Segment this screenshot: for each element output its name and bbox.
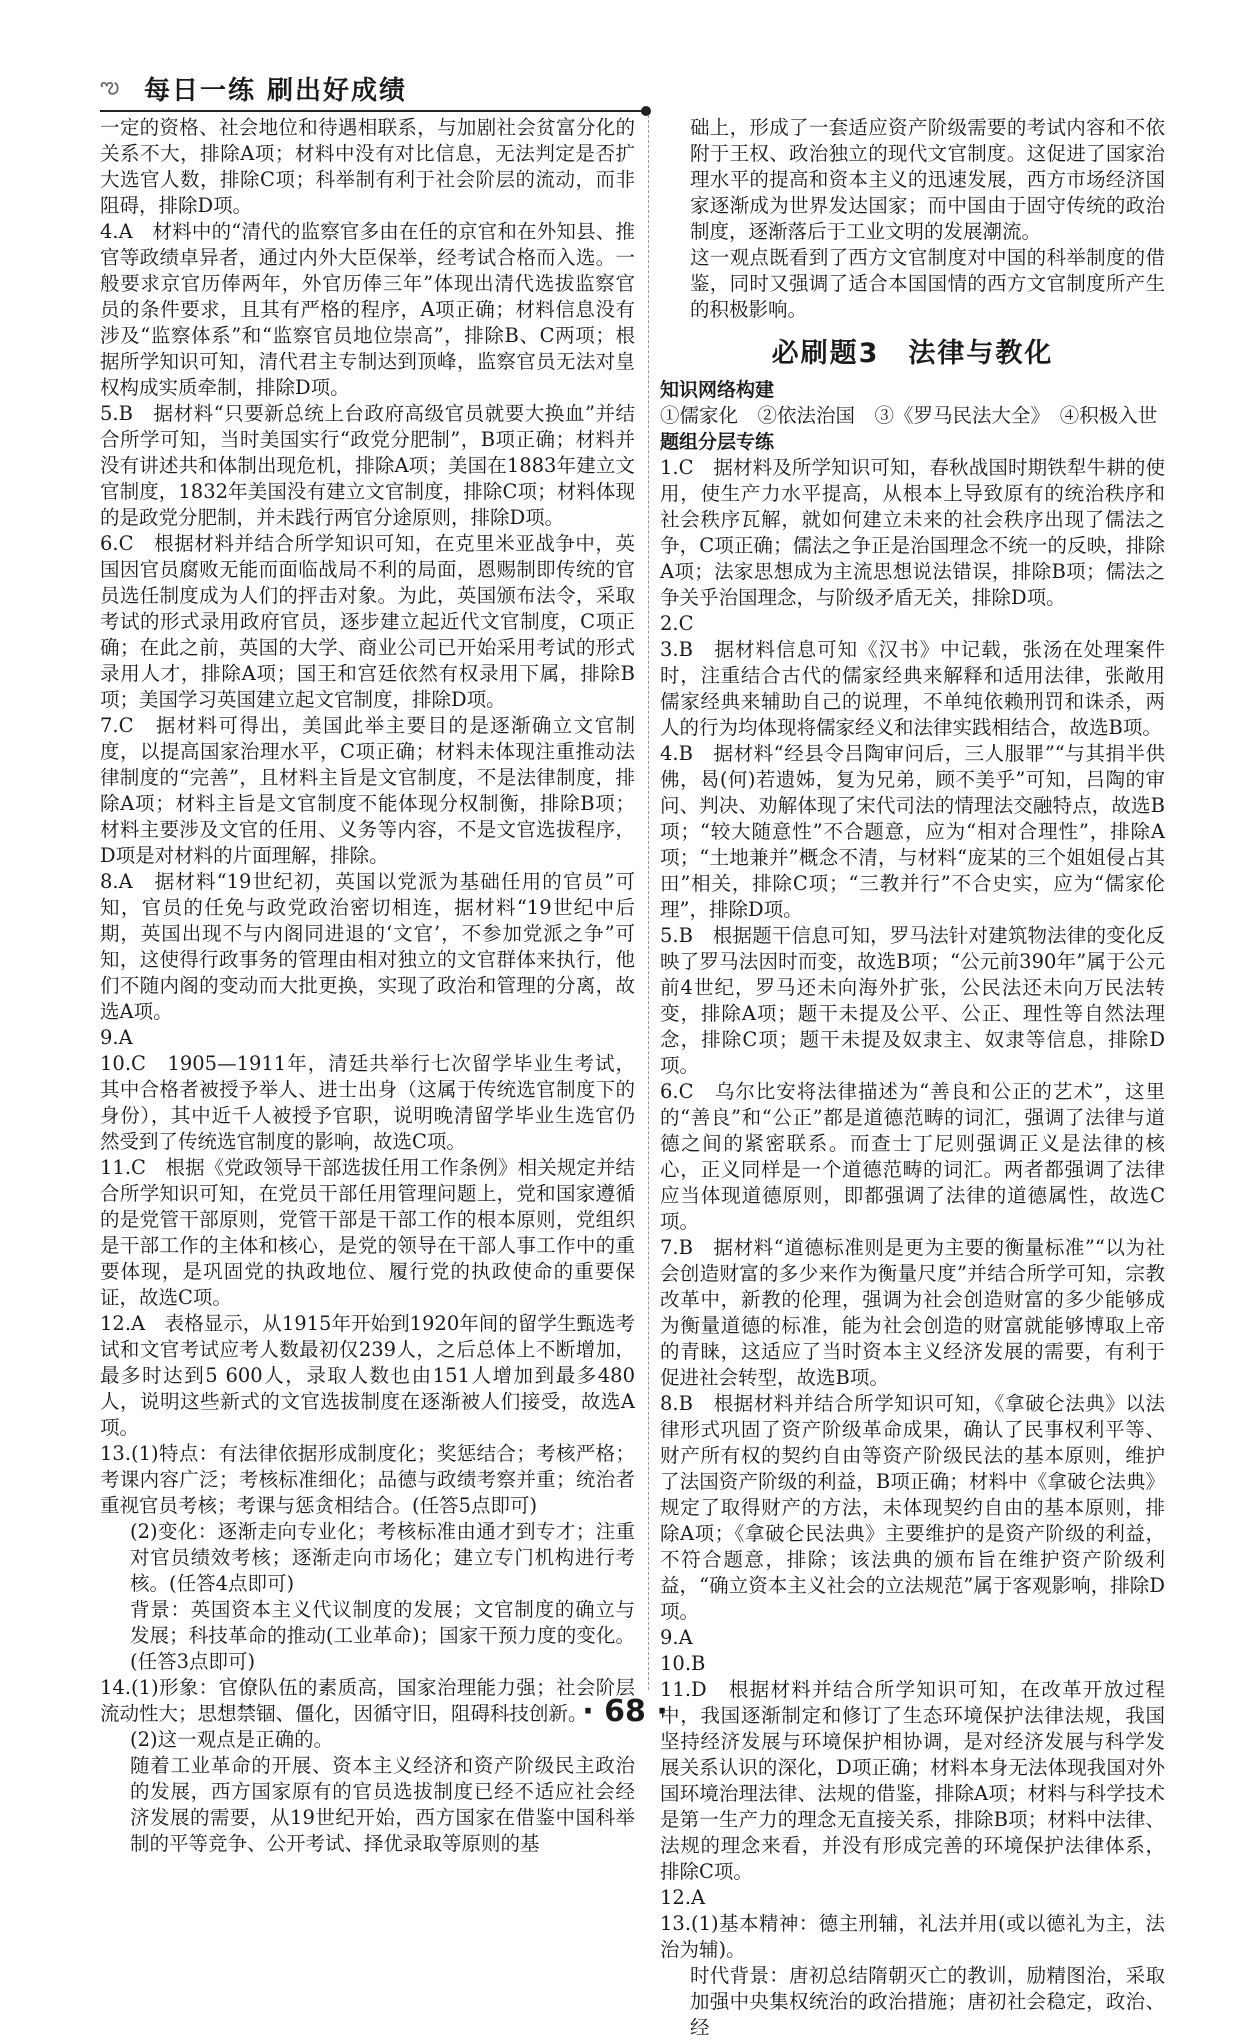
answer-item: 4.B 据材料“经县令吕陶审问后，三人服罪”“与其捐半供佛，曷(何)若遗姊，复为兄弟，顾不美乎”可知，吕陶的审问、判决、劝解体现了宋代司法的情理法交融特点，故选B项；“较大随意性”不合题意，应为“相对合理性”，排除A项；“土地兼并”概念不清，与材料“庞某的三个姐姐侵占其田”相关，排除C项；“三教并行”不合史实，应为“儒家伦理”，排除D项。 xyxy=(660,742,1165,921)
practice-heading: 题组分层专练 xyxy=(660,431,775,453)
answer-item: 8.B 根据材料并结合所学知识可知，《拿破仑法典》以法律形式巩固了资产阶级革命成果，确认了民事权利平等、财产所有权的契约自由等资产阶级民法的基本原则，维护了法国资产阶级的利益，B项正确；材料中《拿破仑法典》规定了取得财产的方法，未体现契约自由的基本原则，排除A项；《拿破仑民法典》主要维护的是资产阶级的利益，不符合题意，排除；该法典的颁布旨在维护资产阶级利益，“确立资本主义社会的立法规范”属于客观影响，排除D项。 xyxy=(660,1392,1165,1623)
answer-item: 6.C 根据材料并结合所学知识可知，在克里米亚战争中，英国因官员腐败无能而面临战局不利的局面，恩赐制即传统的官员选任制度成为人们的抨击对象。为此，英国颁布法令，采取考试的形式录用政府官员，逐步建立起近代文官制度，C项正确；在此之前，英国的大学、商业公司已开始采用考试的形式录用人才，排除A项；国王和宫廷依然有权录用下属，排除B项；美国学习英国建立起文官制度，排除D项。 xyxy=(100,532,635,711)
answer-item: 这一观点既看到了西方文官制度对中国的科举制度的借鉴，同时又强调了适合本国国情的西方文官制度所产生的积极影响。 xyxy=(690,246,1165,321)
answer-item: (2)变化：逐渐走向专业化；考核标准由通才到专才；注重对官员绩效考核；逐渐走向市场化；建立专门机构进行考核。(任答4点即可) xyxy=(130,1520,635,1595)
answer-item: 3.B 据材料信息可知《汉书》中记载，张汤在处理案件时，注重结合古代的儒家经典来解释和适用法律，张敞用儒家经典来辅助自己的说理，不单纯依赖刑罚和诛杀，两人的行为均体现将儒家经义和法律实践相结合，故选B项。 xyxy=(660,638,1165,739)
answer-item: 9.A xyxy=(660,1626,693,1649)
section-title: 必刷题3 法律与教化 xyxy=(771,338,1054,369)
knowledge-items: ①儒家化 ②依法治国 ③《罗马民法大全》 ④积极入世 xyxy=(660,404,1158,427)
answer-item: 9.A xyxy=(100,1026,133,1049)
right-column xyxy=(660,115,1165,2041)
answer-item: 12.A xyxy=(660,1886,706,1909)
answer-item: 8.A 据材料“19世纪初，英国以党派为基础任用的官员”可知，官员的任免与政党政治密切相连，据材料“19世纪中后期，英国出现不与内阁同进退的‘文官’，不参加党派之争”可知，这使得行政事务的管理由相对独立的文官群体来执行，他们不随内阁的变动而大批更换，实现了政治和管理的分离，故选A项。 xyxy=(100,870,635,1023)
page-number: · 68 · xyxy=(582,1694,668,1729)
answer-item: 14.(1)形象：官僚队伍的素质高，国家治理能力强；社会阶层流动性大；思想禁锢、僵化，因循守旧，阻碍科技创新。 xyxy=(100,1676,635,1725)
header-rule xyxy=(100,110,645,112)
answer-item: 4.A 材料中的“清代的监察官多由在任的京官和在外知县、推官等政绩卓异者，通过内外大臣保举，经考试合格而入选。一般要求京官历俸两年，外官历俸三年”体现出清代选拔监察官员的条件要求，且其有严格的程序，A项正确；材料信息没有涉及“监察体系”和“监察官员地位崇高”，排除B、C两项；根据所学知识可知，清代君主专制达到顶峰，监察官员无法对皇权构成实质牵制，排除D项。 xyxy=(100,220,635,399)
left-column xyxy=(100,115,635,1857)
answer-item: (2)这一观点是正确的。 xyxy=(130,1728,334,1751)
answer-item: 13.(1)基本精神：德主刑辅，礼法并用(或以德礼为主，法治为辅)。 xyxy=(660,1912,1165,1961)
answer-item: 10.C 1905—1911年，清廷共举行七次留学毕业生考试，其中合格者被授予举人、进士出身（这属于传统选官制度下的身份），其中近千人被授予官职，说明晚清留学毕业生选官仍然受到了传统选官制度的影响，故选C项。 xyxy=(100,1052,635,1153)
answer-item: 时代背景：唐初总结隋朝灭亡的教训，励精图治，采取加强中央集权统治的政治措施；唐初社会稳定，政治、经 xyxy=(690,1964,1165,2039)
header-title: 每日一练 刷出好成绩 xyxy=(144,76,408,106)
answer-item: 1.C 据材料及所学知识可知，春秋战国时期铁犁牛耕的使用，使生产力水平提高，从根本上导致原有的统治秩序和社会秩序瓦解，就如何建立未来的社会秩序出现了儒法之争，C项正确；儒法之争正是治国理念不统一的反映，排除A项；法家思想成为主流思想说法错误，排除B项；儒法之争关乎治国理念，与阶级矛盾无关，排除D项。 xyxy=(660,456,1165,609)
answer-item: 随着工业革命的开展、资本主义经济和资产阶级民主政治的发展，西方国家原有的官员选拔制度已经不适应社会经济发展的需要，从19世纪开始，西方国家在借鉴中国科举制的平等竞争、公开考试、择优录取等原则的基 xyxy=(130,1754,635,1855)
answer-item: 12.A 表格显示，从1915年开始到1920年间的留学生甄选考试和文官考试应考人数最初仅239人，之后总体上不断增加，最多时达到5 600人，录取人数也由151人增加到最多480人，说明这些新式的文官选拔制度在逐渐被人们接受，故选A项。 xyxy=(100,1312,635,1439)
knowledge-heading: 知识网络构建 xyxy=(660,379,775,401)
answer-item: 5.B 据材料“只要新总统上台政府高级官员就要大换血”并结合所学可知，当时美国实行“政党分肥制”，B项正确；材料并没有讲述共和体制出现危机，排除A项；美国在1883年建立文官制度，1832年美国没有建立文官制度，排除C项；材料体现的是政党分肥制，并未践行两官分途原则，排除D项。 xyxy=(100,402,635,529)
answer-item: 13.(1)特点：有法律依据形成制度化；奖惩结合；考核严格；考课内容广泛；考核标准细化；品德与政绩考察并重；统治者重视官员考核；考课与惩贪相结合。(任答5点即可) xyxy=(100,1442,635,1517)
header-rule-dot xyxy=(641,106,651,116)
answer-item: 7.C 据材料可得出，美国此举主要目的是逐渐确立文官制度，以提高国家治理水平，C项正确；材料未体现注重推动法律制度的“完善”，且材料主旨是文官制度，不是法律制度，排除A项；材料主旨是文官制度不能体现分权制衡，排除B项；材料主要涉及文官的任用、义务等内容，不是文官选拔程序，D项是对材料的片面理解，排除。 xyxy=(100,714,635,867)
answer-item: 11.D 根据材料并结合所学知识可知，在改革开放过程中，我国逐渐制定和修订了生态环境保护法律法规，我国坚持经济发展与环境保护相协调，是对经济发展与科学发展关系认识的深化，D项正确；材料本身无法体现我国对外国环境治理法律、法规的借鉴，排除A项；材料与科学技术是第一生产力的理念无直接关系，排除B项；材料中法律、法规的理念来看，并没有形成完善的环境保护法律体系，排除C项。 xyxy=(660,1678,1165,1883)
answer-item: 2.C xyxy=(660,612,694,635)
answer-item: 10.B xyxy=(660,1652,706,1675)
answer-item: 一定的资格、社会地位和待遇相联系，与加剧社会贫富分化的关系不大，排除A项；材料中没有对比信息，无法判定是否扩大选官人数，排除C项；科举制有利于社会阶层的流动，而非阻碍，排除D项。 xyxy=(100,116,635,217)
page-header xyxy=(100,70,660,108)
answer-item: 5.B 根据题干信息可知，罗马法针对建筑物法律的变化反映了罗马法因时而变，故选B项；“公元前390年”属于公元前4世纪，罗马还未向海外扩张，公民法还未向万民法转变，排除A项；题干未提及公平、公正、理性等自然法理念，排除C项；题干未提及奴隶主、奴隶等信息，排除D项。 xyxy=(660,924,1165,1077)
answer-item: 6.C 乌尔比安将法律描述为“善良和公正的艺术”，这里的“善良”和“公正”都是道德范畴的词汇，强调了法律与道德之间的紧密联系。而查士丁尼则强调正义是法律的核心，正义同样是一个道德范畴的词汇。两者都强调了法律应当体现道德原则，即都强调了法律的道德属性，故选C项。 xyxy=(660,1080,1165,1233)
answer-item: 背景：英国资本主义代议制度的发展；文官制度的确立与发展；科技革命的推动(工业革命)；国家干预力度的变化。(任答3点即可) xyxy=(130,1598,635,1673)
column-divider xyxy=(648,115,649,1690)
answer-item: 7.B 据材料“道德标准则是更为主要的衡量标准”“以为社会创造财富的多少来作为衡量尺度”并结合所学可知，宗教改革中，新教的伦理，强调为社会创造财富的多少能够成为衡量道德的标准，能为社会创造的财富就能够博取上帝的青睐，这适应了当时资本主义经济发展的需要，有利于促进社会转型，故选B项。 xyxy=(660,1236,1165,1389)
answer-item: 11.C 根据《党政领导干部选拔任用工作条例》相关规定并结合所学知识可知，在党员干部任用管理问题上，党和国家遵循的是党管干部原则，党管干部是干部工作的根本原则，党组织是干部工作的主体和核心，是党的领导在干部人事工作中的重要体现，是巩固党的执政地位、履行党的执政使命的重要保证，故选C项。 xyxy=(100,1156,635,1309)
answer-item: 础上，形成了一套适应资产阶级需要的考试内容和不依附于王权、政治独立的现代文官制度。这促进了国家治理水平的提高和资本主义的迅速发展，西方市场经济国家逐渐成为世界发达国家；而中国由于固守传统的政治制度，逐渐落后于工业文明的发展潮流。 xyxy=(690,116,1165,243)
header-ornament-icon: ఌ xyxy=(100,74,120,99)
